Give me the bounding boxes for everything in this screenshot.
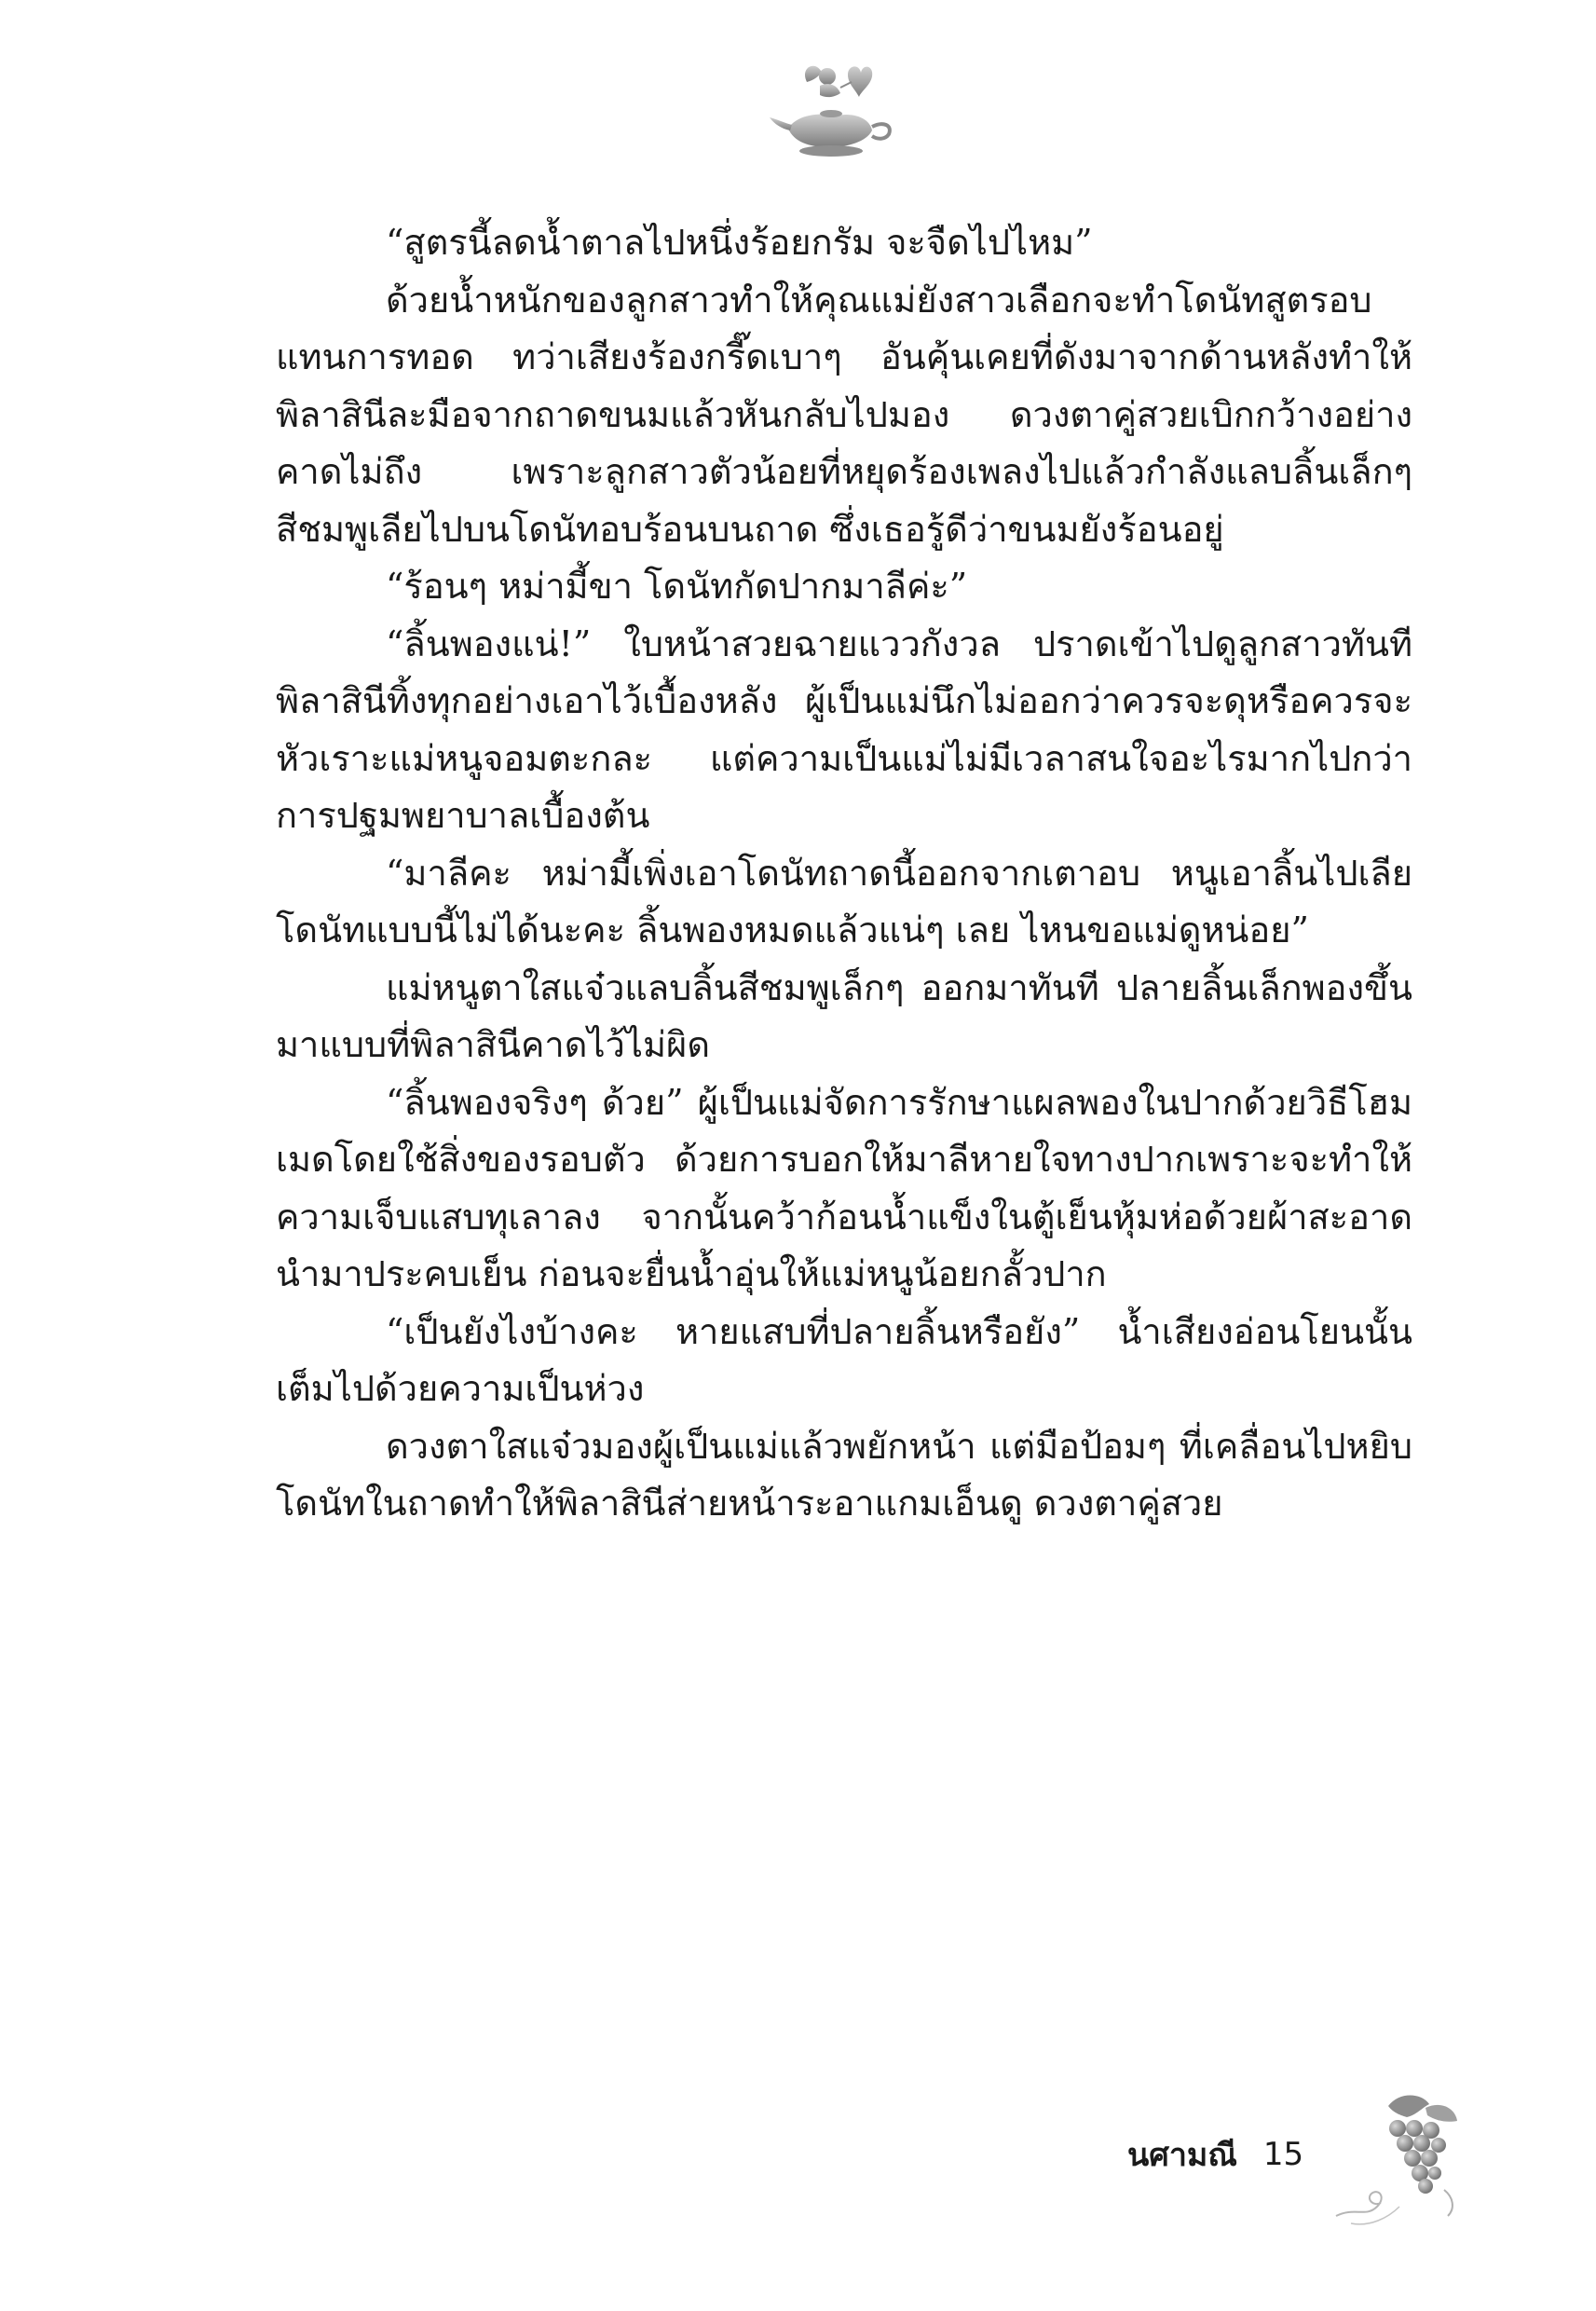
paragraph: ด้วยน้ำหนักของลูกสาวทำให้คุณแม่ยังสาวเลือกจะทำโดนัทสูตรอบแทนการทอด ทว่าเสียงร้องกรี๊ดเบาๆ อันคุ้นเคยที่ดังมาจากด้านหลังทำให้พิลาสินีละมือจากถาดขนมแล้วหันกลับไปมอง ดวงตาคู่สวยเบิกกว้างอย่างคาดไม่ถึง เพราะลูกสาวตัวน้อยที่หยุดร้องเพลงไปแล้วกำลังแลบลิ้นเล็กๆ สีชมพูเลียไปบนโดนัทอบร้อนบนถาด ซึ่งเธอรู้ดีว่าขนมยังร้อนอยู่ <box>276 279 1412 550</box>
body-text <box>276 214 1412 1533</box>
cupid-teapot-ornament-icon <box>762 54 902 166</box>
paragraph: แม่หนูตาใสแจ๋วแลบลิ้นสีชมพูเล็กๆ ออกมาทันที ปลายลิ้นเล็กพองขึ้นมาแบบที่พิลาสินีคาดไว้ไม่ผิด <box>276 966 1412 1065</box>
paragraph: “ลิ้นพองจริงๆ ด้วย” ผู้เป็นแม่จัดการรักษาแผลพองในปากด้วยวิธีโฮมเมดโดยใช้สิ่งของรอบตัว ด้วยการบอกให้มาลีหายใจทางปากเพราะจะทำให้ความเจ็บแสบทุเลาลง จากนั้นคว้าก้อนน้ำแข็งในตู้เย็นหุ้มห่อด้วยผ้าสะอาดนำมาประคบเย็น ก่อนจะยื่นน้ำอุ่นให้แม่หนูน้อยกลั้วปาก <box>276 1081 1412 1294</box>
paragraph: “มาลีคะ หม่ามี้เพิ่งเอาโดนัทถาดนี้ออกจากเตาอบ หนูเอาลิ้นไปเลียโดนัทแบบนี้ไม่ได้นะคะ ลิ้นพองหมดแล้วแน่ๆ เลย ไหนขอแม่ดูหน่อย” <box>276 852 1412 950</box>
paragraph: ดวงตาใสแจ๋วมองผู้เป็นแม่แล้วพยักหน้า แต่มือป้อมๆ ที่เคลื่อนไปหยิบโดนัทในถาดทำให้พิลาสินีส่ายหน้าระอาแกมเอ็นดู ดวงตาคู่สวย <box>276 1425 1412 1524</box>
page-number: 15 <box>1262 2136 1304 2173</box>
page-footer <box>1127 2129 1303 2180</box>
footer-author: นศามณี <box>1127 2137 1237 2174</box>
paragraph: “ร้อนๆ หม่ามี้ขา โดนัทกัดปากมาลีค่ะ” <box>386 566 968 607</box>
paragraph: “เป็นยังไงบ้างคะ หายแสบที่ปลายลิ้นหรือยัง” น้ำเสียงอ่อนโยนนั้นเต็มไปด้วยความเป็นห่วง <box>276 1310 1412 1409</box>
paragraph: “สูตรนี้ลดน้ำตาลไปหนึ่งร้อยกรัม จะจืดไปไหม” <box>386 222 1093 263</box>
grape-vine-ornament-icon <box>1332 2087 1472 2227</box>
paragraph: “ลิ้นพองแน่!” ใบหน้าสวยฉายแววกังวล ปราดเข้าไปดูลูกสาวทันที พิลาสินีทิ้งทุกอย่างเอาไว้เบื้องหลัง ผู้เป็นแม่นึกไม่ออกว่าควรจะดุหรือควรจะหัวเราะแม่หนูจอมตะกละ แต่ความเป็นแม่ไม่มีเวลาสนใจอะไรมากไปกว่าการปฐมพยาบาลเบื้องต้น <box>276 622 1412 836</box>
